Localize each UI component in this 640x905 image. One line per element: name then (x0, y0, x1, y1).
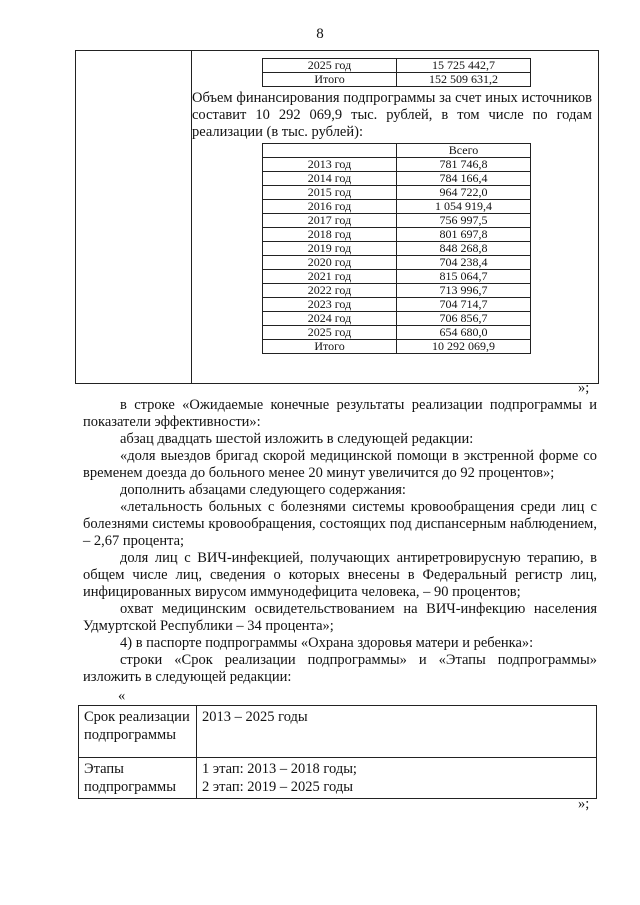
value-cell (197, 706, 597, 758)
table-row (79, 706, 597, 758)
value-cell: 704 714,7 (397, 298, 531, 312)
table-row (263, 340, 531, 354)
year-cell: 2018 год (263, 228, 397, 242)
page-number: 8 (316, 26, 324, 42)
year-cell: 2023 год (263, 298, 397, 312)
year-cell: 2017 год (263, 214, 397, 228)
value-cell: 781 746,8 (397, 158, 531, 172)
year-cell: Итого (263, 73, 397, 87)
value-cell: 784 166,4 (397, 172, 531, 186)
year-cell: 2019 год (263, 242, 397, 256)
paragraph-hiv-screening-indicator: охват медицинским освидетельствованием на ВИЧ-инфекцию населения Удмуртской Республики – 34 процента»; (83, 601, 597, 634)
paragraph-instruction: абзац двадцать шестой изложить в следующей редакции: (120, 431, 474, 447)
table-row (263, 59, 531, 73)
table-row (263, 158, 531, 172)
value-cell (197, 758, 597, 799)
table-row (263, 186, 531, 200)
value-cell: 815 064,7 (397, 270, 531, 284)
table-row (263, 326, 531, 340)
funding-paragraph: Объем финансирования подпрограммы за счет иных источников составит 10 292 069,9 тыс. рублей, в том числе по годам реализации (в тыс. рублей): (192, 90, 592, 140)
top-funding-table (262, 58, 531, 87)
value-cell: 152 509 631,2 (397, 73, 531, 87)
table-row (263, 172, 531, 186)
value-cell: 848 268,8 (397, 242, 531, 256)
paragraph-results-row: в строке «Ожидаемые конечные результаты реализации подпрограммы и показатели эффективности»: (83, 397, 597, 430)
value-line: 2013 – 2025 годы (202, 709, 308, 725)
value-cell: 1 054 919,4 (397, 200, 531, 214)
opening-quote: « (118, 688, 126, 704)
value-cell: 801 697,8 (397, 228, 531, 242)
value-cell: 756 997,5 (397, 214, 531, 228)
year-cell: 2014 год (263, 172, 397, 186)
year-cell: 2021 год (263, 270, 397, 284)
total-header-cell: Всего (397, 144, 531, 158)
empty-header-cell (263, 144, 397, 158)
table-row (263, 298, 531, 312)
table-row (263, 200, 531, 214)
value-cell: 704 238,4 (397, 256, 531, 270)
paragraph-instruction: дополнить абзацами следующего содержания: (120, 482, 406, 498)
table-row (263, 270, 531, 284)
other-sources-funding-table (262, 143, 531, 354)
value-cell: 964 722,0 (397, 186, 531, 200)
table-row (263, 242, 531, 256)
table-row (263, 256, 531, 270)
value-cell: 654 680,0 (397, 326, 531, 340)
year-cell: 2020 год (263, 256, 397, 270)
table-row (263, 228, 531, 242)
year-cell: 2024 год (263, 312, 397, 326)
paragraph-hiv-therapy-indicator: доля лиц с ВИЧ-инфекцией, получающих антиретровирусную терапию, в общем числе лиц, сведения о которых внесены в Федеральный регистр лиц, инфицированных вирусом иммунодефицита человека, – 90 процентов; (83, 550, 597, 600)
closing-quote: »; (578, 380, 590, 396)
table-row (263, 214, 531, 228)
year-cell: 2025 год (263, 59, 397, 73)
paragraph-rows-instruction: строки «Срок реализации подпрограммы» и «Этапы подпрограммы» изложить в следующей редакции: (83, 652, 597, 685)
year-cell: 2025 год (263, 326, 397, 340)
year-cell: 2016 год (263, 200, 397, 214)
paragraph-mortality-indicator: «летальность больных с болезнями системы кровообращения среди лиц с болезнями системы кровообращения, состоящих под диспансерным наблюдением, – 2,67 процента; (83, 499, 597, 549)
label-cell: Этапы подпрограммы (79, 758, 197, 799)
value-cell: 15 725 442,7 (397, 59, 531, 73)
closing-quote: »; (578, 796, 590, 812)
table-row (263, 284, 531, 298)
year-cell: 2015 год (263, 186, 397, 200)
value-cell: 10 292 069,9 (397, 340, 531, 354)
year-cell: 2013 год (263, 158, 397, 172)
label-cell: Срок реализации подпрограммы (79, 706, 197, 758)
paragraph-subprogram-passport: 4) в паспорте подпрограммы «Охрана здоровья матери и ребенка»: (120, 635, 534, 651)
table-row (79, 758, 597, 799)
value-line: 2 этап: 2019 – 2025 годы (202, 779, 353, 795)
year-cell: Итого (263, 340, 397, 354)
table-row (263, 312, 531, 326)
subprogram-terms-table (78, 705, 597, 799)
table-row (263, 73, 531, 87)
table-header-row (263, 144, 531, 158)
value-line: 1 этап: 2013 – 2018 годы; (202, 761, 357, 777)
year-cell: 2022 год (263, 284, 397, 298)
paragraph-ambulance-indicator: «доля выездов бригад скорой медицинской помощи в экстренной форме со временем доезда до больного менее 20 минут увеличится до 92 процентов»; (83, 448, 597, 481)
value-cell: 713 996,7 (397, 284, 531, 298)
value-cell: 706 856,7 (397, 312, 531, 326)
